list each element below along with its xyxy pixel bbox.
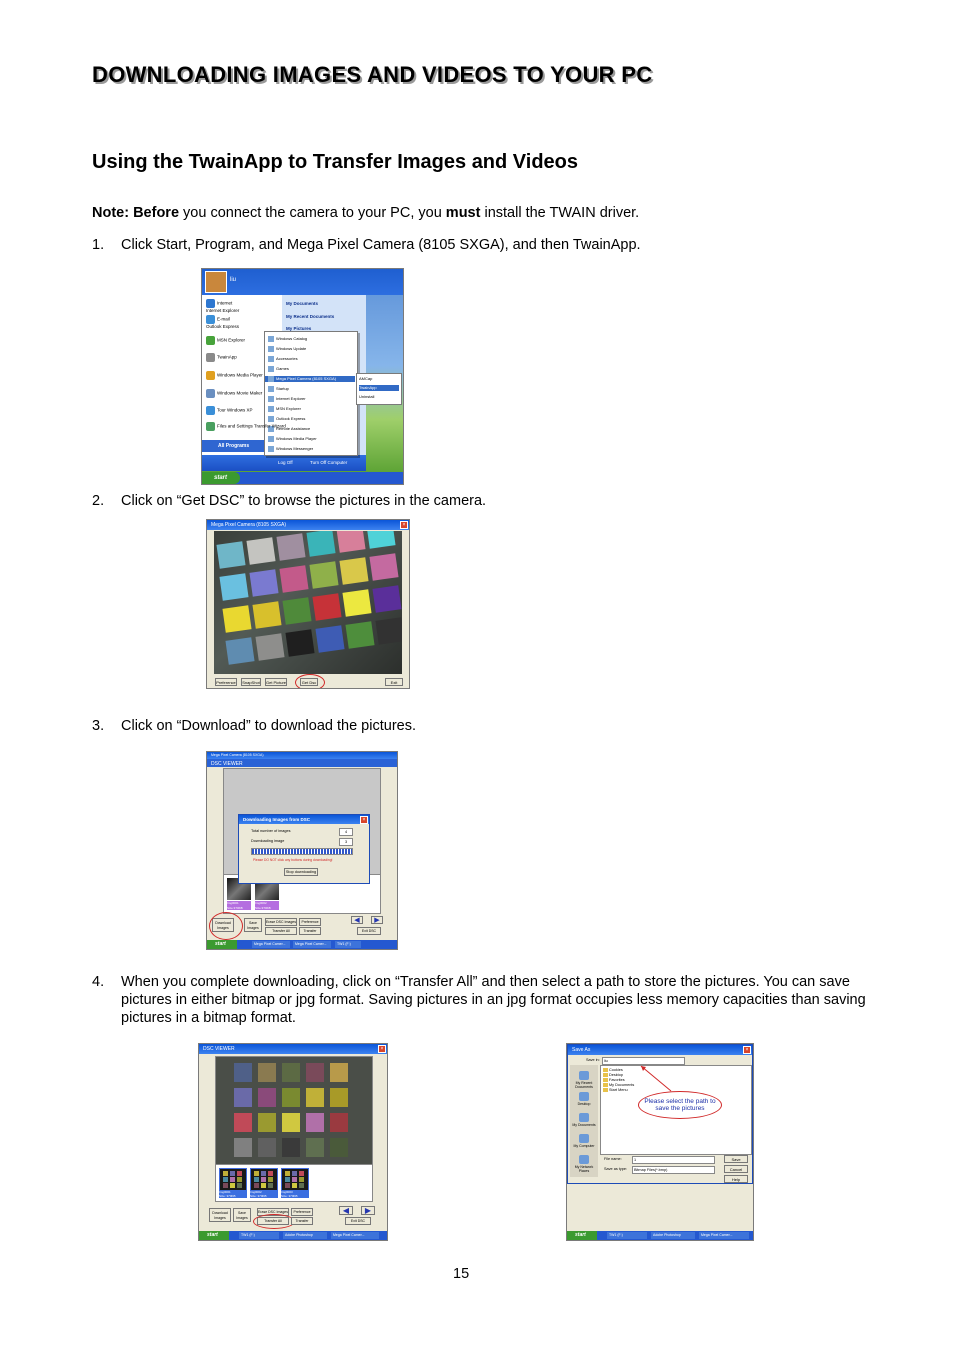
color-patch: [306, 1088, 324, 1107]
get-dsc-button[interactable]: Get Dsc: [301, 680, 317, 685]
dialog-title: Downloading Images from DSC: [239, 815, 369, 824]
thumbnail-patch: [285, 1183, 290, 1188]
color-patch: [258, 1113, 276, 1132]
erase-dsc-images-button[interactable]: Erase DSC Images: [258, 1210, 288, 1214]
snapshot-button[interactable]: SnapShot: [242, 680, 260, 685]
program-icon: [206, 353, 215, 362]
taskbar-item[interactable]: Mega Pixel Camer...: [252, 941, 290, 948]
thumbnail[interactable]: [250, 1168, 278, 1192]
note-emphasis: must: [445, 205, 481, 221]
note-text-2: install the TWAIN driver.: [480, 205, 640, 221]
color-patch: [225, 637, 254, 664]
taskbar-item[interactable]: TW1 (F:): [239, 1232, 279, 1239]
file-item-label: Start Menu: [609, 1088, 628, 1092]
submenu-item[interactable]: [268, 436, 317, 442]
thumbnail-patch: [254, 1171, 259, 1176]
taskbar-item[interactable]: Mega Pixel Camer...: [331, 1232, 379, 1239]
thumbnail[interactable]: [281, 1168, 309, 1192]
program-icon: [206, 371, 215, 380]
thumbnail-patch: [299, 1183, 304, 1188]
submenu-item-label: Remote Assistance: [276, 426, 311, 432]
thumbnail-strip: [215, 1164, 373, 1202]
camera-submenu-item[interactable]: AMCap: [359, 376, 373, 381]
step-number: 2.: [92, 493, 105, 509]
thumbnail-patch: [268, 1183, 273, 1188]
submenu-item[interactable]: [268, 446, 313, 452]
color-patch: [342, 589, 371, 616]
path-callout: Please select the path to save the pictures: [638, 1091, 722, 1119]
all-programs-button[interactable]: All Programs: [202, 440, 282, 452]
thumbnail-patch: [230, 1177, 235, 1182]
color-patch: [276, 533, 305, 560]
program-icon: [206, 299, 215, 308]
file-name-input[interactable]: 1: [632, 1156, 715, 1164]
start-menu-item[interactable]: [206, 389, 280, 398]
exit-dsc-button[interactable]: Exit DSC: [357, 927, 381, 935]
stop-downloading-button[interactable]: Stop downloading: [285, 870, 317, 874]
color-patch: [330, 1063, 348, 1082]
image-viewer: [215, 1056, 373, 1166]
preference-button[interactable]: Preference: [299, 918, 321, 926]
thumbnail-patch: [299, 1171, 304, 1176]
step-text: Click Start, Program, and Mega Pixel Camera (8105 SXGA), and then TwainApp.: [121, 237, 641, 253]
save-as-type-label: Save as type:: [604, 1167, 628, 1171]
erase-dsc-images-button[interactable]: Erase DSC Images: [266, 920, 296, 924]
transfer-all-button[interactable]: Transfer All: [257, 1217, 289, 1225]
download-images-button[interactable]: Download Images: [209, 1208, 231, 1222]
user-avatar: [205, 271, 227, 293]
dialog-title: Save As: [568, 1045, 752, 1055]
window-title: DSC VIEWER: [199, 1044, 387, 1054]
transfer-button[interactable]: Transfer: [291, 1217, 313, 1225]
color-patch: [252, 601, 281, 628]
place-label: Desktop: [577, 1102, 591, 1106]
save-in-select[interactable]: liu: [602, 1057, 685, 1065]
taskbar-item[interactable]: TW1 (F:): [335, 941, 361, 948]
download-progress-bar: [251, 848, 353, 855]
total-label: Total number of images: [251, 829, 291, 833]
section-title: Using the TwainApp to Transfer Images and Videos: [92, 151, 579, 173]
submenu-item-label: Mega Pixel Camera (8105 SXGA): [276, 376, 337, 382]
color-patch: [258, 1088, 276, 1107]
program-icon: [268, 346, 274, 352]
color-patch: [369, 553, 398, 580]
color-patch: [309, 561, 338, 588]
start-menu-item-label: Internet Internet Explorer: [206, 300, 240, 313]
thumbnail-patch: [268, 1171, 273, 1176]
submenu-item-label: MSN Explorer: [276, 406, 301, 412]
get-picture-button[interactable]: Get Picture: [266, 680, 287, 685]
start-menu-item[interactable]: [206, 315, 280, 329]
right-item-my-recent-documents[interactable]: My Recent Documents: [286, 314, 335, 319]
warning-text: Please DO NOT click any buttons during downloading!: [253, 858, 333, 862]
color-patch: [372, 585, 401, 612]
camera-preview-screenshot: [206, 519, 410, 689]
thumbnail-patch: [254, 1177, 259, 1182]
step-number: 3.: [92, 718, 105, 734]
download-dialog-screenshot: [206, 751, 398, 950]
start-menu-screenshot: [201, 268, 404, 485]
color-patch: [246, 537, 275, 564]
taskbar-item[interactable]: TW1 (F:): [607, 1232, 647, 1239]
start-menu-item[interactable]: [206, 371, 280, 380]
log-off-button[interactable]: Log Off: [278, 460, 293, 465]
submenu-item-label: Windows Media Player: [276, 436, 317, 442]
start-button[interactable]: start: [202, 472, 240, 484]
step-number: 4.: [92, 974, 105, 990]
color-patch: [285, 629, 314, 656]
submenu-item-label: Windows Messenger: [276, 446, 314, 452]
program-icon: [206, 336, 215, 345]
program-icon: [206, 315, 215, 324]
start-menu-item-label: E-mail Outlook Express: [206, 316, 240, 329]
exit-dsc-button[interactable]: Exit DSC: [345, 1217, 371, 1225]
submenu-item-label: Startup: [276, 386, 289, 392]
program-icon: [206, 422, 215, 431]
color-patch: [339, 557, 368, 584]
close-icon[interactable]: ×: [400, 521, 408, 529]
thumbnail-patch: [292, 1177, 297, 1182]
save-images-button[interactable]: Save Images: [233, 1208, 251, 1222]
color-patch: [330, 1113, 348, 1132]
color-patch: [282, 1138, 300, 1157]
exit-button[interactable]: Exit: [385, 678, 403, 686]
highlight-circle: [253, 1214, 295, 1229]
cancel-button[interactable]: Cancel: [724, 1165, 748, 1173]
user-name: liu: [230, 277, 237, 283]
thumbnail-patch: [223, 1177, 228, 1182]
place-label: My Recent Documents: [575, 1081, 593, 1089]
color-patch: [282, 597, 311, 624]
file-item-label: Cookies: [609, 1068, 623, 1072]
total-value: 4: [339, 828, 353, 836]
viewer-title: DSC VIEWER: [207, 759, 397, 767]
color-patch: [282, 1063, 300, 1082]
transfer-all-button[interactable]: Transfer All: [265, 927, 297, 935]
color-patch: [312, 593, 341, 620]
place-label: My Network Places: [574, 1165, 594, 1173]
taskbar-item[interactable]: Adobe Photoshop: [651, 1232, 695, 1239]
thumbnail-patch: [230, 1183, 235, 1188]
submenu-item[interactable]: [268, 346, 306, 352]
file-item-label: My Documents: [609, 1083, 635, 1087]
save-images-button[interactable]: Save Images: [244, 918, 262, 932]
preference-button[interactable]: Preference: [216, 680, 236, 685]
program-icon: [268, 436, 274, 442]
color-patch: [330, 1088, 348, 1107]
submenu-item-label: Internet Explorer: [276, 396, 306, 402]
thumbnail-patch: [285, 1171, 290, 1176]
arrow-right-icon[interactable]: ▶: [361, 1206, 375, 1215]
start-menu-item-label: MSN Explorer: [217, 337, 246, 343]
thumbnail-label: Img0001 Size: 370KB: [219, 1190, 247, 1198]
place-label: My Documents: [572, 1123, 596, 1127]
download-dialog: [238, 814, 370, 884]
step-text: Click on “Download” to download the pictures.: [121, 718, 416, 734]
start-button[interactable]: start: [567, 1231, 597, 1240]
file-name-label: File name:: [604, 1157, 622, 1161]
color-patch: [306, 1138, 324, 1157]
thumbnail-patch: [237, 1171, 242, 1176]
arrow-left-icon[interactable]: ◀: [339, 1206, 353, 1215]
thumbnail-patch: [223, 1183, 228, 1188]
color-patch: [345, 621, 374, 648]
submenu-item-label: Windows Update: [276, 346, 307, 352]
callout-arrow: [567, 1044, 753, 1240]
downloading-label: Downloading image: [251, 839, 285, 843]
step-text: When you complete downloading, click on “Transfer All” and then select a path to store the pictures. You can save pictures in either bitmap or jpg format. Saving pictures in an jpg format occupies less memory capacities than saving pictures in a bitmap format.: [121, 974, 866, 1026]
start-button[interactable]: start: [199, 1231, 229, 1240]
color-patch: [234, 1063, 252, 1082]
thumbnail-patch: [223, 1171, 228, 1176]
thumbnail-patch: [261, 1171, 266, 1176]
thumbnail-patch: [261, 1183, 266, 1188]
highlight-circle: [209, 912, 243, 940]
color-patch: [306, 1113, 324, 1132]
download-images-button[interactable]: Download Images: [212, 918, 234, 932]
start-menu-item-label: Files and Settings Transfer Wizard: [217, 423, 286, 429]
color-patch: [216, 541, 245, 568]
window-title: Mega Pixel Camera (8105 SXGA): [207, 752, 397, 759]
thumbnail-label: Img0002 Size:370KB: [255, 901, 279, 910]
thumbnail-patch: [230, 1171, 235, 1176]
submenu-item-label: Games: [276, 366, 289, 372]
color-patch: [336, 531, 365, 553]
thumbnail-label: Img0001 Size:370KB: [227, 901, 251, 910]
color-patch: [375, 617, 402, 644]
program-icon: [268, 446, 274, 452]
color-patch: [282, 1113, 300, 1132]
close-icon[interactable]: ×: [378, 1045, 386, 1053]
camera-submenu-item[interactable]: TwainApp: [359, 385, 399, 391]
dsc-viewer-screenshot: [198, 1043, 388, 1241]
thumbnail-label: Img0002 Size: 370KB: [250, 1190, 278, 1198]
color-patch: [222, 605, 251, 632]
submenu-item-label: Accessories: [276, 356, 298, 362]
start-menu-item-label: Tour Windows XP: [217, 407, 253, 413]
help-button[interactable]: Help: [724, 1175, 748, 1183]
color-patch: [315, 625, 344, 652]
color-patch: [255, 633, 284, 660]
transfer-button[interactable]: Transfer: [299, 927, 321, 935]
start-menu-item[interactable]: [206, 299, 280, 313]
downloading-value: 3: [339, 838, 353, 846]
start-menu-item[interactable]: [206, 353, 280, 362]
color-patch: [282, 1088, 300, 1107]
color-patch: [219, 573, 248, 600]
save-as-type-select[interactable]: Bitmap Files(*.bmp): [632, 1166, 715, 1174]
right-item-my-pictures[interactable]: My Pictures: [286, 326, 312, 331]
arrow-left-icon[interactable]: ◀: [351, 916, 363, 924]
color-patch: [234, 1113, 252, 1132]
camera-submenu: [356, 373, 402, 405]
thumbnail-patch: [285, 1177, 290, 1182]
highlight-circle: [295, 674, 325, 689]
start-menu-item[interactable]: [206, 422, 286, 431]
start-menu-item[interactable]: [206, 336, 280, 345]
thumbnail-patch: [237, 1183, 242, 1188]
start-menu-item-label: Windows Movie Maker: [217, 390, 263, 396]
turn-off-button[interactable]: Turn Off Computer: [310, 460, 348, 465]
thumbnail-patch: [299, 1177, 304, 1182]
submenu-item-label: Windows Catalog: [276, 336, 308, 342]
start-menu-item-label: TwainApp: [217, 354, 237, 360]
start-menu-item[interactable]: [206, 406, 280, 415]
thumbnail-patch: [292, 1171, 297, 1176]
taskbar-item[interactable]: Mega Pixel Camer...: [293, 941, 331, 948]
page-number: 15: [453, 1266, 470, 1282]
close-icon[interactable]: ×: [360, 816, 368, 824]
color-patch: [258, 1138, 276, 1157]
note-lead: Note: Before: [92, 205, 180, 221]
save-button[interactable]: Save: [724, 1155, 748, 1163]
thumbnail-patch: [292, 1183, 297, 1188]
thumbnail[interactable]: [219, 1168, 247, 1192]
start-button[interactable]: start: [207, 940, 237, 949]
note-paragraph: [92, 204, 639, 222]
camera-submenu-item[interactable]: Uninstall: [359, 394, 375, 399]
color-patch: [306, 531, 335, 557]
taskbar-item[interactable]: Mega Pixel Camer...: [699, 1232, 749, 1239]
step-number: 1.: [92, 237, 105, 253]
thumbnail-patch: [254, 1183, 259, 1188]
save-as-screenshot: [566, 1043, 754, 1241]
program-icon: [206, 389, 215, 398]
right-item-my-documents[interactable]: My Documents: [286, 301, 319, 306]
page-title: DOWNLOADING IMAGES AND VIDEOS TO YOUR PC: [92, 62, 653, 87]
color-patch: [306, 1063, 324, 1082]
step-text: Click on “Get DSC” to browse the pictures in the camera.: [121, 493, 487, 509]
thumbnail-label: Img0003 Size: 370KB: [281, 1190, 309, 1198]
color-patch: [258, 1063, 276, 1082]
program-icon: [206, 406, 215, 415]
window-title: Mega Pixel Camera (8105 SXGA): [207, 520, 409, 530]
color-patch: [234, 1138, 252, 1157]
thumbnail-patch: [237, 1177, 242, 1182]
color-patch: [249, 569, 278, 596]
color-patch: [366, 531, 395, 549]
arrow-right-icon[interactable]: ▶: [371, 916, 383, 924]
file-item-label: Favorites: [609, 1078, 625, 1082]
thumbnail-patch: [268, 1177, 273, 1182]
close-icon[interactable]: ×: [743, 1046, 751, 1054]
color-patch: [279, 565, 308, 592]
preference-button[interactable]: Preference: [291, 1208, 313, 1216]
color-patch: [234, 1088, 252, 1107]
save-in-label: Save in:: [586, 1058, 600, 1062]
submenu-item-label: Outlook Express: [276, 416, 306, 422]
thumbnail-patch: [261, 1177, 266, 1182]
camera-preview-image: [214, 531, 402, 674]
color-patch: [330, 1138, 348, 1157]
file-item-label: Desktop: [609, 1073, 623, 1077]
place-label: My Computer: [573, 1144, 595, 1148]
taskbar-item[interactable]: Adobe Photoshop: [283, 1232, 327, 1239]
note-text-1: you connect the camera to your PC, you: [179, 205, 446, 221]
start-menu-item-label: Windows Media Player: [217, 372, 263, 378]
